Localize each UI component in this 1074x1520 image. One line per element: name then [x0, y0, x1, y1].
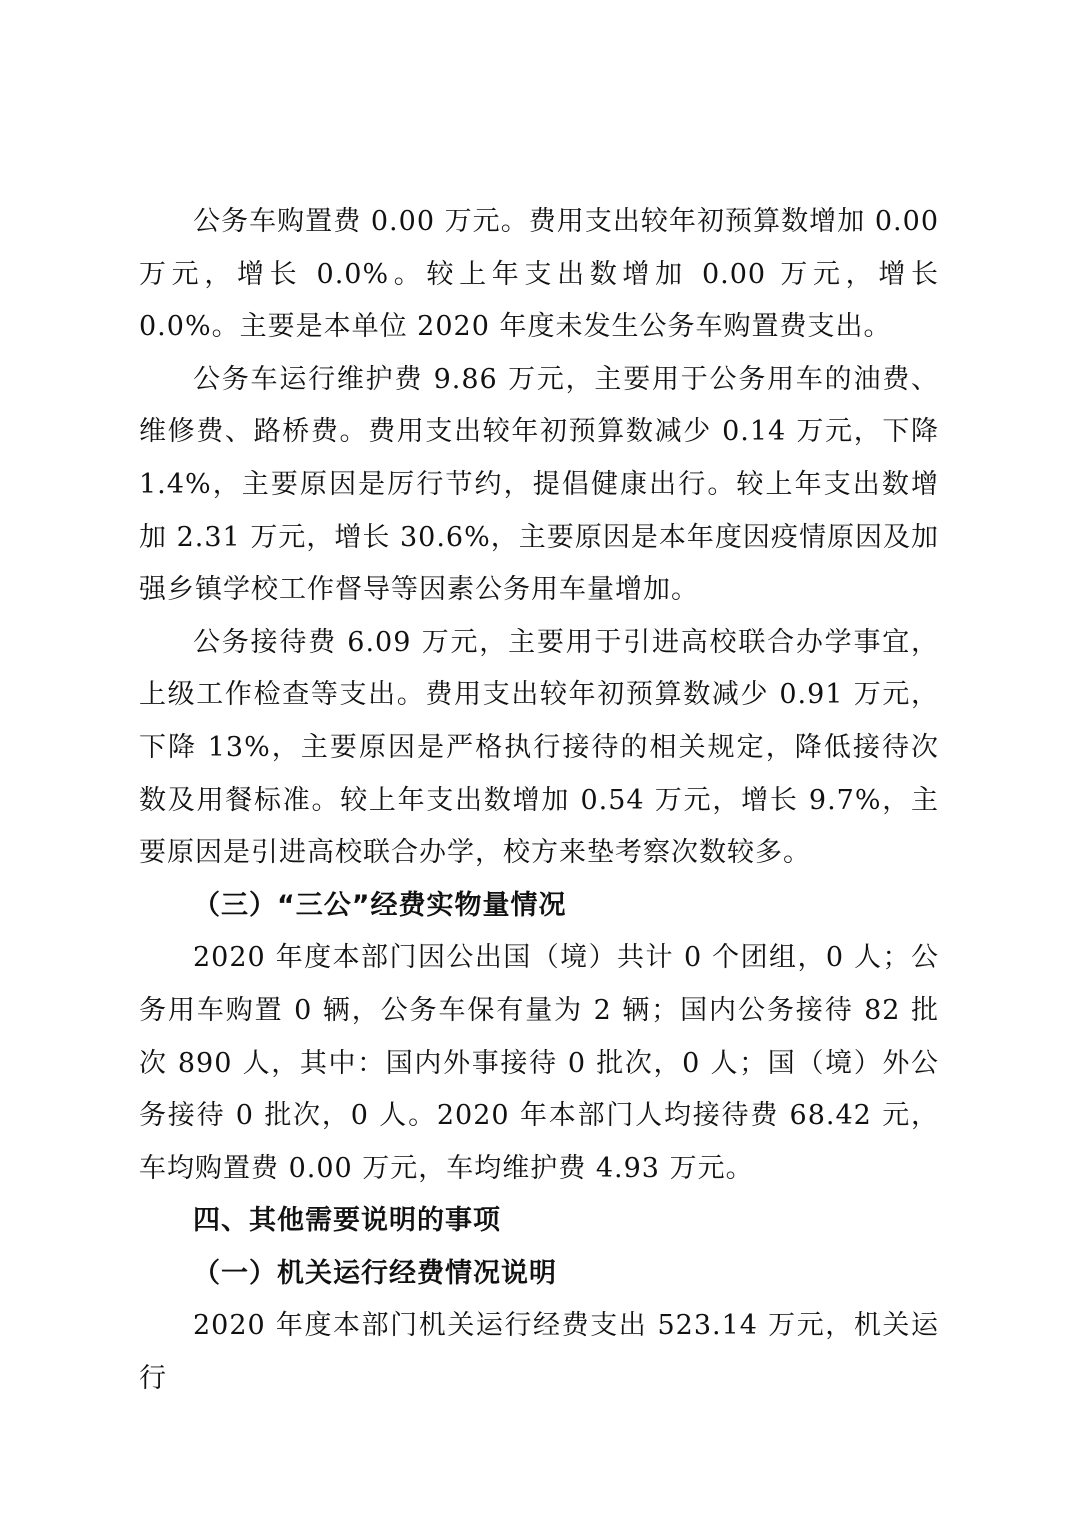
- paragraph-operating-expenses: 2020 年度本部门机关运行经费支出 523.14 万元，机关运行: [139, 1310, 939, 1395]
- heading-three-public-quantity: （三）“三公”经费实物量情况: [193, 889, 567, 921]
- paragraph-reception: 公务接待费 6.09 万元，主要用于引进高校联合办学事宜，上级工作检查等支出。费用支出较年初预算数减少 0.91 万元，下降 13%，主要原因是严格执行接待的相关规定，降低接待次数及用餐标准。较上年支出数增加 0.54 万元，增长 9.7%，主要原因是引进高校联合办学，校方来垫考察次数较多。: [139, 626, 939, 869]
- heading-operating-expenses: （一）机关运行经费情况说明: [193, 1257, 557, 1289]
- heading-other-matters: 四、其他需要说明的事项: [193, 1205, 501, 1237]
- paragraph-three-public-quantity: 2020 年度本部门因公出国（境）共计 0 个团组，0 人；公务用车购置 0 辆，公务车保有量为 2 辆；国内公务接待 82 批次 890 人，其中：国内外事接待 0 批次，0 人；国（境）外公务接待 0 批次，0 人。2020 年本部门人均接待费 68.42 元，车均购置费 0.00 万元，车均维护费 4.93 万元。: [139, 942, 939, 1184]
- document-body: [139, 196, 939, 1406]
- paragraph-car-purchase: 公务车购置费 0.00 万元。费用支出较年初预算数增加 0.00 万元，增长 0.0%。较上年支出数增加 0.00 万元，增长 0.0%。主要是本单位 2020 年度未发生公务车购置费支出。: [139, 206, 939, 343]
- paragraph-car-maintenance: 公务车运行维护费 9.86 万元，主要用于公务用车的油费、维修费、路桥费。费用支出较年初预算数减少 0.14 万元，下降 1.4%，主要原因是厉行节约，提倡健康出行。较上年支出数增加 2.31 万元，增长 30.6%，主要原因是本年度因疫情原因及加强乡镇学校工作督导等因素公务用车量增加。: [139, 363, 939, 606]
